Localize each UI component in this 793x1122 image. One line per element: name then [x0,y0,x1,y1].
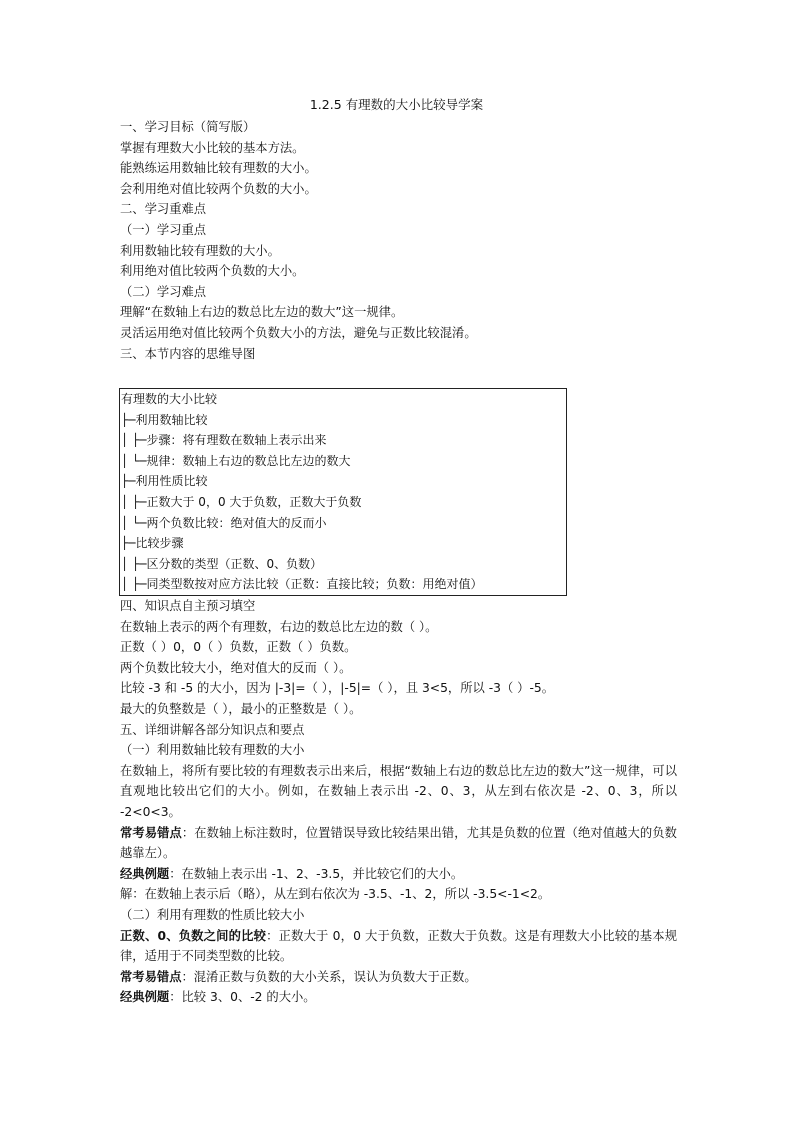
document-title: 1.2.5 有理数的大小比较导学案 [309,97,484,112]
fill-blank-line: 比较 -3 和 -5 的大小，因为 |-3|=（ ），|-5|=（ ），且 3<5，所以 -3（ ）-5。 [120,681,555,696]
rule-text: ：正数大于 0，0 大于负数，正数大于负数。这是有理数大小比较的基本规律，适用于不同类型数的比较。 [120,928,677,964]
example-2 [120,987,680,1008]
mindmap-node: │ └─规律：数轴上右边的数总比左边的数大 [121,453,351,468]
heading-objectives: 一、学习目标（简写版） [120,120,256,134]
subheading-difficulty: （二）学习难点 [120,284,207,299]
rule-paragraph [120,926,677,967]
heading-key-points: 二、学习重难点 [120,202,207,217]
example-label: 经典例题 [120,866,170,881]
mistake-text: ：混淆正数与负数的大小关系，误认为负数大于正数。 [181,969,477,984]
subheading-focus: （一）学习重点 [120,222,207,237]
fill-blank-line: 在数轴上表示的两个有理数，右边的数总比左边的数（ ）。 [120,619,438,634]
example-label: 经典例题 [120,990,170,1005]
difficulty-line: 理解“在数轴上右边的数总比左边的数大”这一规律。 [120,305,404,320]
mistake-note-2 [120,967,680,988]
mindmap-node: │ ├─同类型数按对应方法比较（正数：直接比较；负数：用绝对值） [121,577,483,592]
subheading-properties: （二）利用有理数的性质比较大小 [120,907,305,922]
mindmap-node: ├─利用性质比较 [121,474,208,489]
difficulty-line: 灵活运用绝对值比较两个负数大小的方法，避免与正数比较混淆。 [120,325,477,340]
example-text: ：比较 3、0、-2 的大小。 [169,990,316,1005]
rule-label: 正数、0、负数之间的比较 [120,928,267,943]
mindmap-node: │ ├─正数大于 0，0 大于负数，正数大于负数 [121,494,362,509]
mistake-label: 常考易错点 [120,825,182,840]
mindmap-node: ├─利用数轴比较 [121,412,208,427]
fill-blank-line: 两个负数比较大小，绝对值大的反而（ ）。 [120,660,352,675]
focus-line: 利用数轴比较有理数的大小。 [120,243,280,258]
mindmap-node: │ ├─步骤：将有理数在数轴上表示出来 [121,433,327,448]
objective-line: 会利用绝对值比较两个负数的大小。 [120,181,317,196]
heading-explanation: 五、详细讲解各部分知识点和要点 [120,722,305,737]
fill-blank-line: 正数（ ）0，0（ ）负数，正数（ ）负数。 [120,640,357,655]
objective-line: 掌握有理数大小比较的基本方法。 [120,140,305,155]
example-1 [120,864,680,885]
heading-preview: 四、知识点自主预习填空 [120,599,256,613]
mistake-note-1 [120,823,677,864]
objectives-and-focus-section [120,117,680,364]
mindmap-node: │ └─两个负数比较：绝对值大的反而小 [121,515,327,530]
mindmap-node: ├─比较步骤 [121,536,184,551]
number-line-paragraph: 在数轴上，将所有要比较的有理数表示出来后，根据“数轴上右边的数总比左边的数大”这一规律，可以直观地比较出它们的大小。例如，在数轴上表示出 -2、0、3，从左到右依次是 -2、0、3，所以 -2<0<3。 [120,763,677,819]
mindmap-box [119,388,567,596]
fill-blank-line: 最大的负整数是（ ），最小的正整数是（ ）。 [120,701,362,716]
mindmap-root: 有理数的大小比较 [121,392,218,406]
objective-line: 能熟练运用数轴比较有理数的大小。 [120,161,317,176]
mindmap-node: │ ├─区分数的类型（正数、0、负数） [121,556,323,571]
mistake-label: 常考易错点 [120,969,182,984]
subheading-number-line: （一）利用数轴比较有理数的大小 [120,743,305,758]
solution-1: 解：在数轴上表示后（略），从左到右依次为 -3.5、-1、2，所以 -3.5<-1<2。 [120,887,551,902]
preview-and-explanation-section [120,596,680,1008]
heading-mindmap: 三、本节内容的思维导图 [120,346,256,361]
focus-line: 利用绝对值比较两个负数的大小。 [120,264,305,279]
example-text: ：在数轴上表示出 -1、2、-3.5，并比较它们的大小。 [169,866,464,881]
mistake-text: ：在数轴上标注数时，位置错误导致比较结果出错，尤其是负数的位置（绝对值越大的负数越靠左）。 [120,825,677,861]
